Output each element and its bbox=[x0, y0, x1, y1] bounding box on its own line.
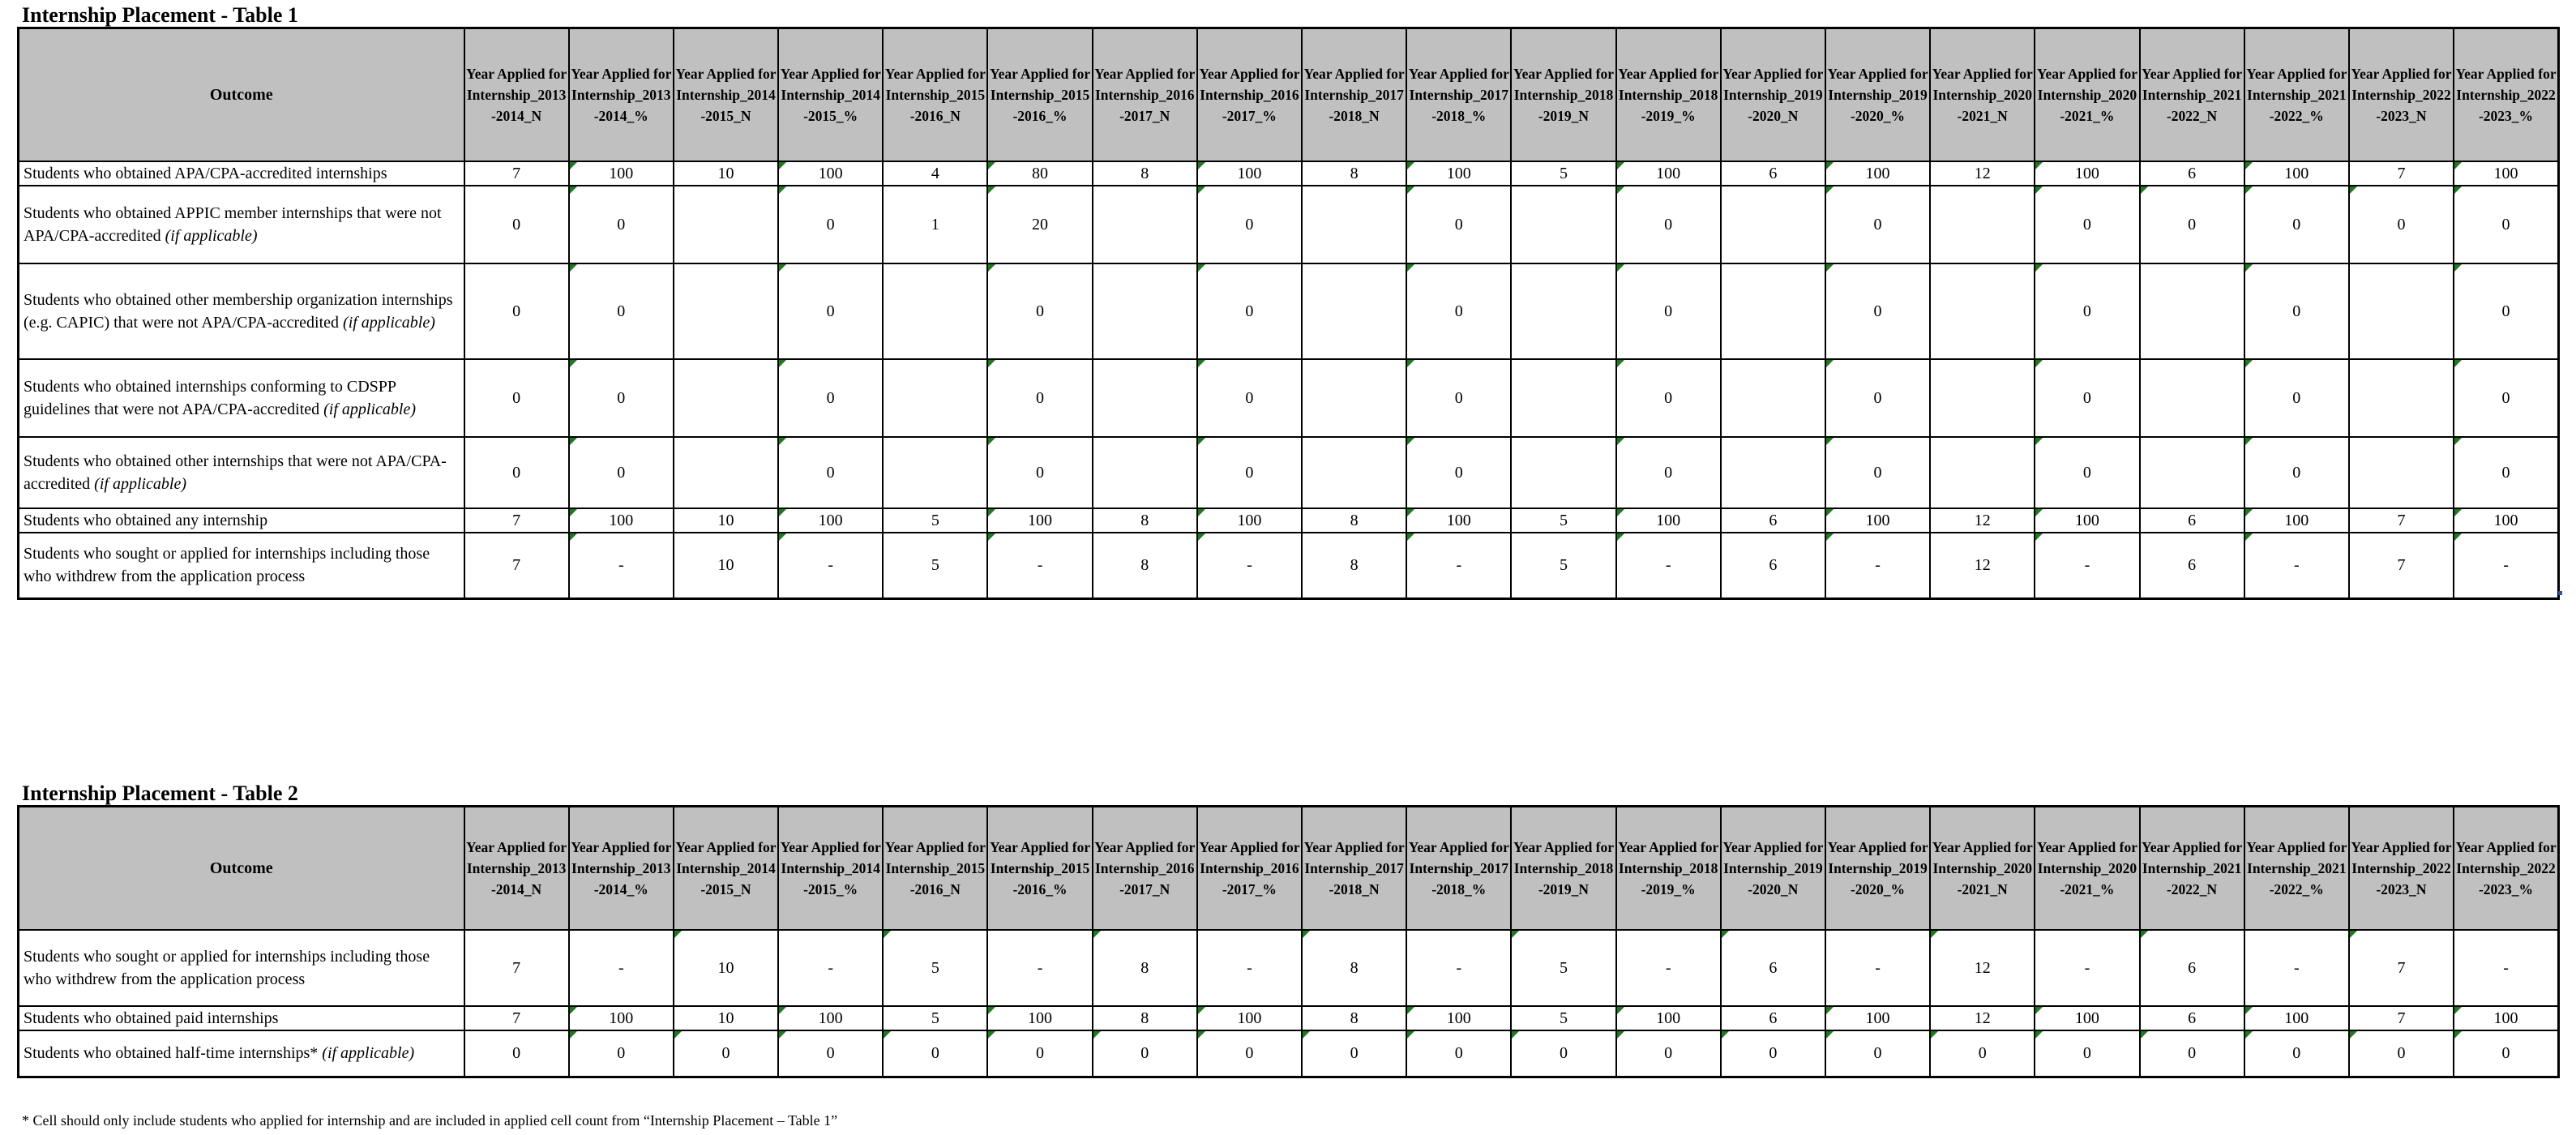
table-cell[interactable]: 100 bbox=[569, 508, 674, 533]
table-cell[interactable]: 0 bbox=[987, 359, 1092, 437]
table-cell[interactable] bbox=[1930, 263, 2035, 359]
table-cell[interactable]: 0 bbox=[569, 263, 674, 359]
table-cell[interactable]: 0 bbox=[2035, 359, 2139, 437]
column-header: Year Applied for Internship_2021-2022_% bbox=[2244, 807, 2349, 930]
table-cell[interactable]: 100 bbox=[778, 161, 883, 186]
table-cell[interactable] bbox=[1721, 437, 1825, 508]
internship-placement-table-2 bbox=[17, 805, 2560, 1078]
table-cell[interactable]: 0 bbox=[569, 1030, 674, 1077]
table-cell[interactable]: 6 bbox=[1721, 508, 1825, 533]
column-header: Year Applied for Internship_2019-2020_N bbox=[1721, 28, 1825, 161]
table-cell[interactable]: 0 bbox=[2035, 186, 2139, 263]
table-cell[interactable]: 12 bbox=[1930, 533, 2035, 599]
table-cell[interactable]: 0 bbox=[2140, 1030, 2244, 1077]
table-cell[interactable]: 0 bbox=[2140, 186, 2244, 263]
column-header: Year Applied for Internship_2019-2020_% bbox=[1825, 807, 1930, 930]
table-cell[interactable]: 0 bbox=[1930, 1030, 2035, 1077]
table-cell[interactable]: 0 bbox=[778, 359, 883, 437]
row-label-note: (if applicable) bbox=[165, 226, 258, 245]
row-label-note: (if applicable) bbox=[323, 400, 416, 418]
row-label bbox=[19, 1030, 464, 1077]
table-cell[interactable]: 0 bbox=[1197, 1030, 1302, 1077]
table-cell[interactable]: - bbox=[778, 533, 883, 599]
table-cell[interactable] bbox=[1930, 437, 2035, 508]
table-cell[interactable]: 0 bbox=[1406, 437, 1511, 508]
table-row bbox=[19, 359, 2559, 437]
table-cell[interactable]: 100 bbox=[2244, 161, 2349, 186]
table1-title: Internship Placement - Table 1 bbox=[22, 3, 298, 27]
column-header: Year Applied for Internship_2013-2014_% bbox=[569, 807, 674, 930]
table-cell[interactable] bbox=[1093, 186, 1197, 263]
table-cell[interactable]: 0 bbox=[2454, 1030, 2558, 1077]
table-cell[interactable]: 0 bbox=[778, 1030, 883, 1077]
outcome-header: Outcome bbox=[19, 28, 464, 161]
table-cell[interactable]: 5 bbox=[1511, 508, 1615, 533]
table-cell[interactable]: 6 bbox=[1721, 161, 1825, 186]
table-cell[interactable]: 6 bbox=[2140, 533, 2244, 599]
column-header: Year Applied for Internship_2013-2014_N bbox=[464, 28, 569, 161]
table-cell[interactable]: 7 bbox=[464, 1006, 569, 1030]
row-label-note: (if applicable) bbox=[343, 313, 435, 332]
table-cell[interactable]: 7 bbox=[2349, 508, 2454, 533]
table-cell[interactable]: 100 bbox=[2454, 1006, 2558, 1030]
column-header: Year Applied for Internship_2022-2023_% bbox=[2454, 28, 2558, 161]
table-cell[interactable]: 100 bbox=[569, 161, 674, 186]
column-header: Year Applied for Internship_2017-2018_N bbox=[1302, 28, 1406, 161]
table-cell[interactable]: 0 bbox=[2349, 186, 2454, 263]
table1-corner-dot bbox=[2558, 591, 2562, 595]
table-cell[interactable]: 0 bbox=[1825, 437, 1930, 508]
table-cell[interactable]: 100 bbox=[1616, 1006, 1721, 1030]
table-cell[interactable]: 5 bbox=[883, 930, 987, 1006]
row-label-text: Students who obtained other internships that were not APA/CPA-accredited bbox=[24, 452, 447, 493]
row-label bbox=[19, 359, 464, 437]
table-cell[interactable]: 100 bbox=[987, 1006, 1092, 1030]
column-header: Year Applied for Internship_2015-2016_N bbox=[883, 28, 987, 161]
column-header: Year Applied for Internship_2014-2015_% bbox=[778, 807, 883, 930]
table-cell[interactable]: - bbox=[2035, 533, 2139, 599]
table-cell[interactable] bbox=[1302, 359, 1406, 437]
column-header: Year Applied for Internship_2021-2022_N bbox=[2140, 28, 2244, 161]
table-cell[interactable] bbox=[2140, 263, 2244, 359]
table-row bbox=[19, 508, 2559, 533]
internship-placement-table-1 bbox=[17, 27, 2560, 600]
column-header: Year Applied for Internship_2020-2021_N bbox=[1930, 807, 2035, 930]
table-cell[interactable]: 80 bbox=[987, 161, 1092, 186]
table-cell[interactable]: 8 bbox=[1302, 533, 1406, 599]
table-cell[interactable] bbox=[1302, 437, 1406, 508]
table-cell[interactable] bbox=[674, 263, 778, 359]
column-header: Year Applied for Internship_2018-2019_N bbox=[1511, 28, 1615, 161]
table-cell[interactable]: 0 bbox=[1197, 437, 1302, 508]
table-cell[interactable]: 7 bbox=[464, 508, 569, 533]
table-row bbox=[19, 1006, 2559, 1030]
table-cell[interactable]: 0 bbox=[569, 186, 674, 263]
table-cell[interactable] bbox=[883, 437, 987, 508]
table-row bbox=[19, 533, 2559, 599]
table-cell[interactable] bbox=[2349, 263, 2454, 359]
table-cell[interactable]: - bbox=[2035, 930, 2139, 1006]
table-cell[interactable]: 0 bbox=[1197, 186, 1302, 263]
table-cell[interactable]: 100 bbox=[569, 1006, 674, 1030]
table-cell[interactable]: - bbox=[987, 533, 1092, 599]
table-cell[interactable]: 6 bbox=[1721, 930, 1825, 1006]
table-cell[interactable]: 0 bbox=[464, 437, 569, 508]
table-cell[interactable] bbox=[1511, 359, 1615, 437]
column-header: Year Applied for Internship_2021-2022_% bbox=[2244, 28, 2349, 161]
column-header: Year Applied for Internship_2017-2018_% bbox=[1406, 28, 1511, 161]
column-header: Year Applied for Internship_2022-2023_% bbox=[2454, 807, 2558, 930]
table-cell[interactable]: - bbox=[1616, 930, 1721, 1006]
table-cell[interactable]: 0 bbox=[1616, 437, 1721, 508]
table-cell[interactable] bbox=[1093, 263, 1197, 359]
table-row bbox=[19, 930, 2559, 1006]
row-label bbox=[19, 508, 464, 533]
table-cell[interactable]: 0 bbox=[1197, 263, 1302, 359]
table-cell[interactable]: 0 bbox=[2244, 263, 2349, 359]
table-cell[interactable]: 5 bbox=[883, 533, 987, 599]
table-cell[interactable]: 0 bbox=[1511, 1030, 1615, 1077]
table-cell[interactable]: 0 bbox=[1825, 263, 1930, 359]
column-header: Year Applied for Internship_2021-2022_N bbox=[2140, 807, 2244, 930]
table-cell[interactable]: - bbox=[1197, 533, 1302, 599]
table-cell[interactable] bbox=[2140, 437, 2244, 508]
table-cell[interactable]: 8 bbox=[1302, 930, 1406, 1006]
table-cell[interactable]: - bbox=[778, 930, 883, 1006]
table-cell[interactable] bbox=[1721, 263, 1825, 359]
table-cell[interactable]: 0 bbox=[1616, 186, 1721, 263]
table-cell[interactable]: 0 bbox=[987, 263, 1092, 359]
table-cell[interactable] bbox=[1930, 186, 2035, 263]
table-cell[interactable]: 0 bbox=[2454, 263, 2558, 359]
table-cell[interactable]: 100 bbox=[1825, 161, 1930, 186]
table-cell[interactable]: 100 bbox=[2035, 161, 2139, 186]
table-cell[interactable]: 0 bbox=[1825, 186, 1930, 263]
table-cell[interactable]: 100 bbox=[1197, 1006, 1302, 1030]
table-cell[interactable]: 10 bbox=[674, 161, 778, 186]
table-cell[interactable]: 8 bbox=[1093, 161, 1197, 186]
column-header: Year Applied for Internship_2016-2017_N bbox=[1093, 28, 1197, 161]
table-cell[interactable]: 0 bbox=[987, 1030, 1092, 1077]
table-cell[interactable]: 7 bbox=[464, 930, 569, 1006]
table-cell[interactable]: 100 bbox=[1825, 1006, 1930, 1030]
column-header: Year Applied for Internship_2016-2017_N bbox=[1093, 807, 1197, 930]
column-header: Year Applied for Internship_2020-2021_N bbox=[1930, 28, 2035, 161]
table-cell[interactable]: 1 bbox=[883, 186, 987, 263]
column-header: Year Applied for Internship_2020-2021_% bbox=[2035, 807, 2139, 930]
table-cell[interactable]: 0 bbox=[1093, 1030, 1197, 1077]
row-label-text: Students who obtained half-time internships* bbox=[24, 1044, 323, 1063]
column-header: Year Applied for Internship_2020-2021_% bbox=[2035, 28, 2139, 161]
row-label bbox=[19, 1006, 464, 1030]
column-header: Year Applied for Internship_2013-2014_% bbox=[569, 28, 674, 161]
table-cell[interactable]: 0 bbox=[883, 1030, 987, 1077]
table-cell[interactable]: 8 bbox=[1093, 930, 1197, 1006]
table-cell[interactable] bbox=[1930, 359, 2035, 437]
table-cell[interactable]: 100 bbox=[1406, 508, 1511, 533]
table-cell[interactable]: 100 bbox=[1197, 161, 1302, 186]
table-cell[interactable] bbox=[1721, 359, 1825, 437]
column-header: Year Applied for Internship_2017-2018_% bbox=[1406, 807, 1511, 930]
table-cell[interactable] bbox=[883, 263, 987, 359]
column-header: Year Applied for Internship_2013-2014_N bbox=[464, 807, 569, 930]
table-cell[interactable]: 6 bbox=[2140, 1006, 2244, 1030]
table-cell[interactable]: 12 bbox=[1930, 508, 2035, 533]
table-cell[interactable]: 0 bbox=[2244, 1030, 2349, 1077]
table-cell[interactable]: 8 bbox=[1302, 508, 1406, 533]
table-cell[interactable]: 4 bbox=[883, 161, 987, 186]
table-cell[interactable]: - bbox=[2244, 533, 2349, 599]
column-header: Year Applied for Internship_2018-2019_% bbox=[1616, 28, 1721, 161]
row-label bbox=[19, 161, 464, 186]
footnote: * Cell should only include students who applied for internship and are included in applied cell count from “Internship Placement – Table 1” bbox=[22, 1112, 838, 1129]
table-cell[interactable]: 100 bbox=[1406, 1006, 1511, 1030]
table-cell[interactable] bbox=[1511, 437, 1615, 508]
column-header: Year Applied for Internship_2014-2015_N bbox=[674, 28, 778, 161]
table-cell[interactable]: 0 bbox=[1616, 263, 1721, 359]
column-header: Year Applied for Internship_2014-2015_% bbox=[778, 28, 883, 161]
table-cell[interactable]: 100 bbox=[1197, 508, 1302, 533]
table-cell[interactable]: 0 bbox=[778, 437, 883, 508]
table-cell[interactable]: 5 bbox=[1511, 161, 1615, 186]
table-cell[interactable]: 0 bbox=[2244, 437, 2349, 508]
table-cell[interactable]: 12 bbox=[1930, 1006, 2035, 1030]
row-label-text: Students who obtained paid internships bbox=[24, 1009, 279, 1027]
table-row bbox=[19, 161, 2559, 186]
table-cell[interactable] bbox=[2140, 359, 2244, 437]
row-label-text: Students who obtained internships conforming to CDSPP guidelines that were not APA/CPA-accredited bbox=[24, 377, 396, 418]
table-cell[interactable]: 8 bbox=[1093, 1006, 1197, 1030]
table-cell[interactable]: 100 bbox=[1616, 161, 1721, 186]
table-cell[interactable]: 12 bbox=[1930, 161, 2035, 186]
row-label-text: Students who sought or applied for internships including those who withdrew from the application process bbox=[24, 947, 430, 988]
table-cell[interactable]: 6 bbox=[1721, 1006, 1825, 1030]
table-cell[interactable] bbox=[674, 186, 778, 263]
column-header: Year Applied for Internship_2015-2016_% bbox=[987, 28, 1092, 161]
column-header: Year Applied for Internship_2022-2023_N bbox=[2349, 28, 2454, 161]
table-cell[interactable] bbox=[2349, 359, 2454, 437]
table-cell[interactable]: 0 bbox=[2035, 437, 2139, 508]
table-cell[interactable]: 0 bbox=[464, 1030, 569, 1077]
table-cell[interactable]: 0 bbox=[464, 359, 569, 437]
table-cell[interactable]: 7 bbox=[2349, 161, 2454, 186]
row-label-text: Students who sought or applied for internships including those who withdrew from the application process bbox=[24, 545, 430, 586]
table-cell[interactable]: 6 bbox=[2140, 930, 2244, 1006]
table-cell[interactable]: 5 bbox=[1511, 930, 1615, 1006]
table-row bbox=[19, 263, 2559, 359]
column-header: Year Applied for Internship_2019-2020_N bbox=[1721, 807, 1825, 930]
table-cell[interactable]: 100 bbox=[1616, 508, 1721, 533]
table-cell[interactable] bbox=[883, 359, 987, 437]
table-cell[interactable] bbox=[2349, 437, 2454, 508]
table-cell[interactable]: 100 bbox=[778, 1006, 883, 1030]
table-cell[interactable]: - bbox=[987, 930, 1092, 1006]
table-row bbox=[19, 1030, 2559, 1077]
table-cell[interactable]: 0 bbox=[2035, 1030, 2139, 1077]
table-cell[interactable]: 0 bbox=[1616, 1030, 1721, 1077]
table-cell[interactable]: 0 bbox=[1825, 359, 1930, 437]
table-cell[interactable]: 10 bbox=[674, 1006, 778, 1030]
table-cell[interactable]: 7 bbox=[464, 161, 569, 186]
table-cell[interactable]: 5 bbox=[883, 1006, 987, 1030]
column-header: Year Applied for Internship_2015-2016_% bbox=[987, 807, 1092, 930]
table-cell[interactable]: 0 bbox=[464, 186, 569, 263]
table-cell[interactable]: 100 bbox=[2244, 508, 2349, 533]
table-cell[interactable]: 8 bbox=[1093, 508, 1197, 533]
table-cell[interactable] bbox=[1302, 186, 1406, 263]
table-cell[interactable]: - bbox=[1825, 533, 1930, 599]
row-label bbox=[19, 437, 464, 508]
row-label-text: Students who obtained APA/CPA-accredited internships bbox=[24, 164, 387, 182]
column-header: Year Applied for Internship_2016-2017_% bbox=[1197, 28, 1302, 161]
column-header: Year Applied for Internship_2019-2020_% bbox=[1825, 28, 1930, 161]
row-label-text: Students who obtained APPIC member internships that were not APA/CPA-accredited bbox=[24, 203, 442, 245]
table-cell[interactable]: 0 bbox=[1616, 359, 1721, 437]
table-cell[interactable]: 10 bbox=[674, 930, 778, 1006]
table-cell[interactable]: 20 bbox=[987, 186, 1092, 263]
table-cell[interactable] bbox=[674, 359, 778, 437]
table-cell[interactable]: 100 bbox=[2035, 508, 2139, 533]
table-cell[interactable]: 5 bbox=[1511, 1006, 1615, 1030]
table-cell[interactable]: 7 bbox=[464, 533, 569, 599]
table-cell[interactable] bbox=[1302, 263, 1406, 359]
table-cell[interactable]: 12 bbox=[1930, 930, 2035, 1006]
table-cell[interactable]: 0 bbox=[2349, 1030, 2454, 1077]
table-cell[interactable]: 0 bbox=[674, 1030, 778, 1077]
table-cell[interactable]: - bbox=[1197, 930, 1302, 1006]
table-cell[interactable]: 100 bbox=[778, 508, 883, 533]
table-cell[interactable] bbox=[1093, 437, 1197, 508]
table-cell[interactable] bbox=[1721, 186, 1825, 263]
table-cell[interactable]: 0 bbox=[2454, 359, 2558, 437]
table-cell[interactable]: 100 bbox=[2454, 161, 2558, 186]
table-cell[interactable]: 0 bbox=[2244, 186, 2349, 263]
row-label bbox=[19, 263, 464, 359]
row-label-text: Students who obtained other membership organization internships (e.g. CAPIC) that were not APA/CPA-accredited bbox=[24, 290, 453, 332]
table-cell[interactable]: - bbox=[569, 533, 674, 599]
row-label-text: Students who obtained any internship bbox=[24, 511, 268, 529]
table-cell[interactable]: 100 bbox=[987, 508, 1092, 533]
column-header: Year Applied for Internship_2018-2019_% bbox=[1616, 807, 1721, 930]
column-header: Year Applied for Internship_2022-2023_N bbox=[2349, 807, 2454, 930]
table-cell[interactable]: 8 bbox=[1302, 1006, 1406, 1030]
table-cell[interactable]: 7 bbox=[2349, 1006, 2454, 1030]
column-header: Year Applied for Internship_2014-2015_N bbox=[674, 807, 778, 930]
table-cell[interactable]: 0 bbox=[1197, 359, 1302, 437]
table-cell[interactable]: - bbox=[1825, 930, 1930, 1006]
table-cell[interactable]: 7 bbox=[2349, 930, 2454, 1006]
table-cell[interactable]: 0 bbox=[569, 359, 674, 437]
table-cell[interactable] bbox=[1511, 263, 1615, 359]
table-cell[interactable]: 0 bbox=[778, 186, 883, 263]
table-cell[interactable]: 0 bbox=[1406, 359, 1511, 437]
column-header: Year Applied for Internship_2017-2018_N bbox=[1302, 807, 1406, 930]
table-cell[interactable]: 0 bbox=[987, 437, 1092, 508]
table-row bbox=[19, 186, 2559, 263]
table-cell[interactable]: 100 bbox=[2035, 1006, 2139, 1030]
table-cell[interactable]: - bbox=[2454, 533, 2558, 599]
table-cell[interactable]: 10 bbox=[674, 533, 778, 599]
table-cell[interactable]: 0 bbox=[569, 437, 674, 508]
row-label-note: (if applicable) bbox=[322, 1044, 415, 1063]
table-cell[interactable]: - bbox=[2244, 930, 2349, 1006]
table-cell[interactable]: 0 bbox=[2244, 359, 2349, 437]
table-cell[interactable]: 100 bbox=[2244, 1006, 2349, 1030]
table-cell[interactable]: - bbox=[2454, 930, 2558, 1006]
table-cell[interactable]: 10 bbox=[674, 508, 778, 533]
table-cell[interactable]: 5 bbox=[883, 508, 987, 533]
table-row bbox=[19, 437, 2559, 508]
table-cell[interactable]: 0 bbox=[1721, 1030, 1825, 1077]
table-cell[interactable]: 0 bbox=[2035, 263, 2139, 359]
table-cell[interactable]: 0 bbox=[1406, 186, 1511, 263]
table-cell[interactable]: - bbox=[1406, 930, 1511, 1006]
table-cell[interactable]: 7 bbox=[2349, 533, 2454, 599]
table-cell[interactable]: 0 bbox=[464, 263, 569, 359]
column-header: Year Applied for Internship_2016-2017_% bbox=[1197, 807, 1302, 930]
row-label bbox=[19, 186, 464, 263]
table-cell[interactable]: 100 bbox=[2454, 508, 2558, 533]
table-cell[interactable]: 100 bbox=[1825, 508, 1930, 533]
table-cell[interactable]: 0 bbox=[1302, 1030, 1406, 1077]
column-header: Year Applied for Internship_2015-2016_N bbox=[883, 807, 987, 930]
table-cell[interactable] bbox=[1511, 186, 1615, 263]
table-cell[interactable]: 8 bbox=[1093, 533, 1197, 599]
row-label bbox=[19, 930, 464, 1006]
table-cell[interactable]: 6 bbox=[2140, 508, 2244, 533]
row-label-note: (if applicable) bbox=[94, 474, 187, 493]
outcome-header: Outcome bbox=[19, 807, 464, 930]
table2-title: Internship Placement - Table 2 bbox=[22, 782, 298, 805]
table-cell[interactable]: 100 bbox=[1406, 161, 1511, 186]
table-cell[interactable]: - bbox=[569, 930, 674, 1006]
table-cell[interactable]: 5 bbox=[1511, 533, 1615, 599]
table-cell[interactable] bbox=[1093, 359, 1197, 437]
table-cell[interactable]: 0 bbox=[1406, 263, 1511, 359]
table-cell[interactable]: 0 bbox=[1406, 1030, 1511, 1077]
column-header: Year Applied for Internship_2018-2019_N bbox=[1511, 807, 1615, 930]
table-cell[interactable]: 6 bbox=[2140, 161, 2244, 186]
table-cell[interactable]: - bbox=[1616, 533, 1721, 599]
table-cell[interactable]: - bbox=[1406, 533, 1511, 599]
table-cell[interactable]: 0 bbox=[778, 263, 883, 359]
table-cell[interactable]: 6 bbox=[1721, 533, 1825, 599]
row-label bbox=[19, 533, 464, 599]
table-cell[interactable] bbox=[674, 437, 778, 508]
table-cell[interactable]: 0 bbox=[2454, 437, 2558, 508]
table-cell[interactable]: 0 bbox=[1825, 1030, 1930, 1077]
table-cell[interactable]: 0 bbox=[2454, 186, 2558, 263]
table-cell[interactable]: 8 bbox=[1302, 161, 1406, 186]
